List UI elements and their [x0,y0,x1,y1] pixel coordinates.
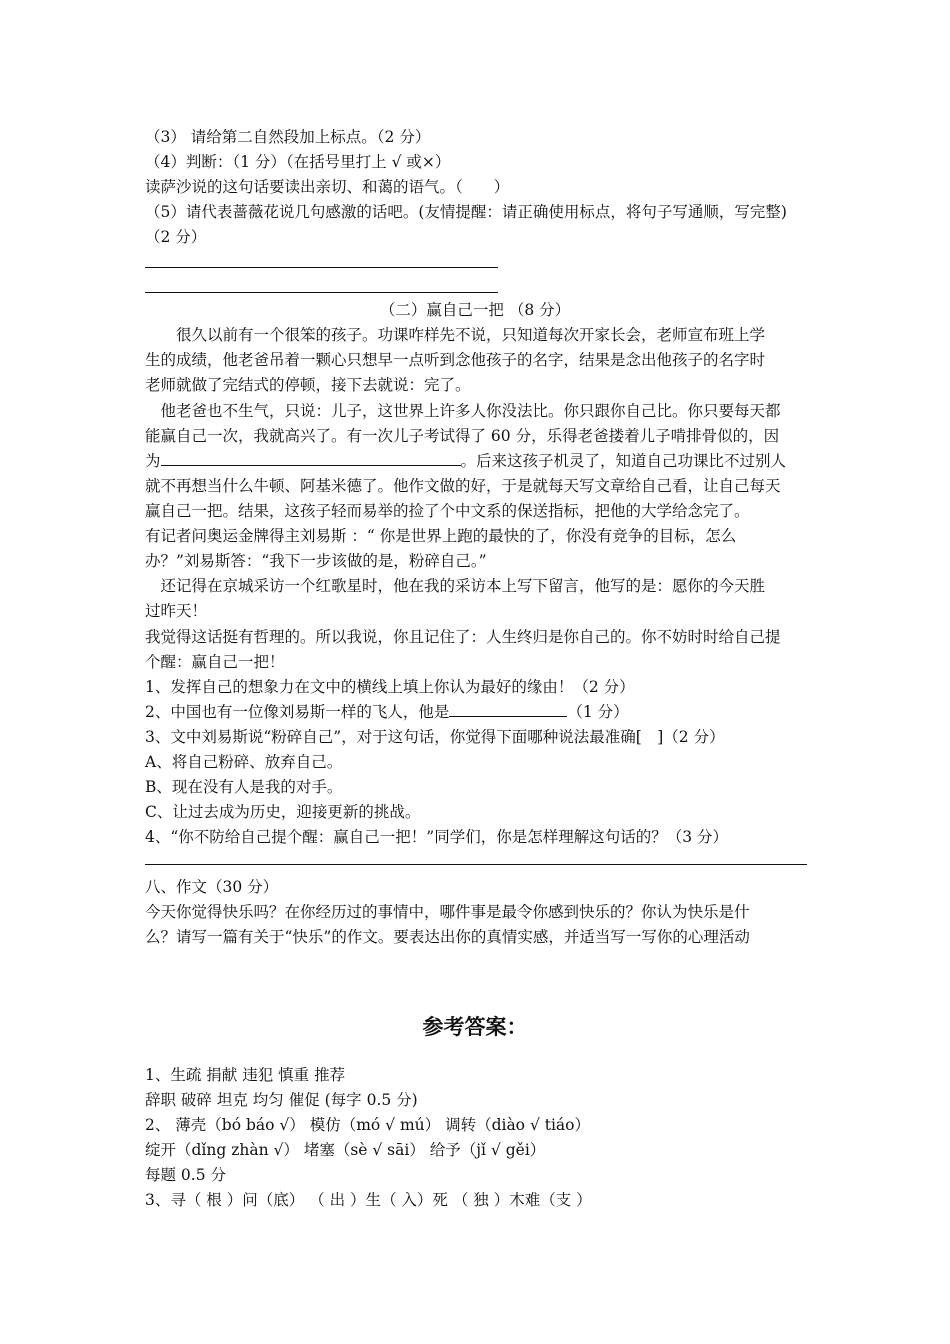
passage-line: 赢自己一把。结果，这孩子轻而易举的捡了个中文系的保送指标，把他的大学给念完了。 [145,502,750,520]
passage-line: 就不再想当什么牛顿、阿基米德了。他作文做的好，于是就每天写文章给自己看，让自己每天 [145,477,781,495]
answer-1-line-1: 1、生疏 捐献 违犯 慎重 推荐 [145,1066,346,1084]
option-b: B、现在没有人是我的对手。 [145,778,343,796]
answer-2-line-2: 绽开（dǐng zhàn √） 堵塞（sè √ sāi） 给予（jǐ √ gěi） [145,1141,546,1159]
answer-line-1[interactable] [145,267,498,268]
flying-man-fill-blank[interactable] [449,702,567,717]
answer-1-line-2: 辞职 破碎 坦克 均匀 催促 (每字 0.5 分) [145,1091,418,1109]
passage-line: 办？”刘易斯答：“我下一步该做的是，粉碎自己。” [145,552,487,570]
composition-prompt-line: 么？请写一篇有关于“快乐”的作文。要表达出你的真情实感，并适当写一写你的心理活动 [145,928,750,946]
passage-line: 能赢自己一次，我就高兴了。有一次儿子考试得了 60 分，乐得老爸搂着儿子啃排骨似的，因 [145,427,780,445]
blank-prefix: 为 [145,452,161,470]
reading-question-1: 1、发挥自己的想象力在文中的横线上填上你认为最好的缘由！（2 分） [145,678,635,696]
option-a: A、将自己粉碎、放弃自己。 [145,753,343,771]
reading-question-2 [145,702,629,722]
question-3: （3） 请给第二自然段加上标点。（2 分） [145,128,431,146]
passage-line: 他老爸也不生气，只说：儿子，这世界上许多人你没法比。你只跟你自己比。你只要每天都 [145,402,781,420]
passage-line: 很久以前有一个很笨的孩子。功课咋样先不说，只知道每次开家长会，老师宣布班上学 [145,326,766,344]
composition-title: 八、作文（30 分） [145,878,279,896]
reading-question-3: 3、文中刘易斯说“粉碎自己”，对于这句话，你觉得下面哪种说法最准确[ ]（2 分） [145,728,725,746]
section-title-win-yourself: （二）赢自己一把 （8 分） [379,301,571,319]
blank-suffix: 。后来这孩子机灵了，知道自己功课比不过别人 [460,452,787,470]
passage-line: 我觉得这话挺有哲理的。所以我说，你且记住了：人生终归是你自己的。你不妨时时给自己提 [145,628,781,646]
question-2-prefix: 2、中国也有一位像刘易斯一样的飞人，他是 [145,703,450,721]
question-5-line-1: （5）请代表蔷薇花说几句感激的话吧。(友情提醒：请正确使用标点，将句子写通顺，写完整) [145,203,787,221]
passage-line-with-blank [145,451,786,471]
passage-line: 生的成绩，他老爸吊着一颗心只想早一点听到念他孩子的名字，结果是念出他孩子的名字时 [145,351,766,369]
question-5-line-2: （2 分） [145,228,207,246]
composition-prompt-line: 今天你觉得快乐吗？在你经历过的事情中，哪件事是最令你感到快乐的？你认为快乐是什 [145,903,750,921]
question-2-suffix: （1 分） [567,703,629,721]
passage-line: 老师就做了完结式的停顿，接下去就说：完了。 [145,376,471,394]
answer-2-line-1: 2、 薄壳（bó báo √） 模仿（mó √ mú） 调转（diào √ tiáo） [145,1116,591,1134]
passage-line: 有记者问奥运金牌得主刘易斯 ：“ 你是世界上跑的最快的了，你没有竞争的目标，怎么 [145,527,737,545]
passage-line: 过昨天！ [145,602,208,620]
answers-heading: 参考答案： [422,1014,528,1039]
reading-question-4: 4、“你不防给自己提个醒：赢自己一把！”同学们，你是怎样理解这句话的？（3 分） [145,828,729,846]
reason-fill-blank[interactable] [161,451,461,466]
answer-line-3[interactable] [145,864,807,865]
passage-line: 还记得在京城采访一个红歌星时，他在我的采访本上写下留言，他写的是：愿你的今天胜 [145,577,766,595]
answer-3: 3、寻（ 根 ）问（底） （ 出 ）生（ 入）死 （ 独 ）木难（支 ） [145,1191,592,1209]
answer-2-note: 每题 0.5 分 [145,1166,227,1184]
passage-line: 个醒：赢自己一把！ [145,653,285,671]
question-4: （4）判断：（1 分）（在括号里打上 √ 或×） [145,153,451,171]
answer-line-2[interactable] [145,292,498,293]
option-c: C、让过去成为历史，迎接更新的挑战。 [145,803,421,821]
question-4-statement: 读萨沙说的这句话要读出亲切、和蔼的语气。（ ） [145,178,510,196]
